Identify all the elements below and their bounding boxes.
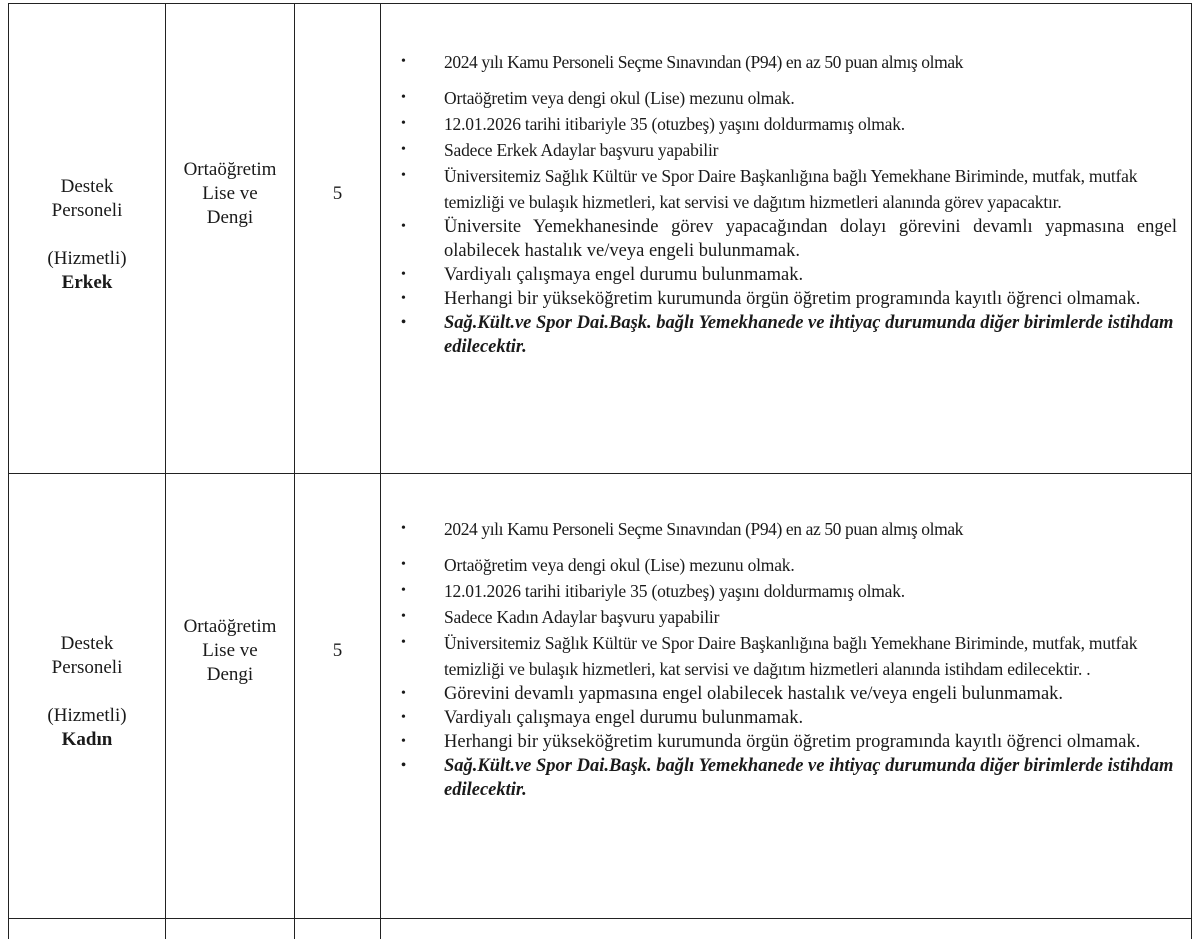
requirements-list <box>381 4 1191 359</box>
bullet-icon: • <box>401 267 406 282</box>
education-cell <box>166 474 295 919</box>
requirement-item: • 12.01.2026 tarihi itibariyle 35 (otuzbeş) yaşını doldurmamış olmak. <box>381 111 1191 137</box>
job-requirements-table <box>8 3 1192 939</box>
table-row-partial <box>9 919 1192 939</box>
requirement-item: • Ortaöğretim veya dengi okul (Lise) mezunu olmak. <box>381 552 1191 578</box>
requirement-item: • Ortaöğretim veya dengi okul (Lise) mezunu olmak. <box>381 85 1191 111</box>
requirement-item-emphasized: • Sağ.Kült.ve Spor Dai.Başk. bağlı Yemekhanede ve ihtiyaç durumunda diğer birimlerde istihdam edilecektir. <box>401 756 1174 800</box>
requirement-item: • 2024 yılı Kamu Personeli Seçme Sınavından (P94) en az 50 puan almış olmak <box>401 519 964 539</box>
table-row <box>9 4 1192 474</box>
position-cell <box>9 474 166 919</box>
empty-cell <box>295 919 381 939</box>
position-gender: Erkek <box>61 271 113 293</box>
position-cell <box>9 4 166 474</box>
position-count: 5 <box>332 640 343 661</box>
position-type: (Hizmetli) <box>47 705 127 726</box>
bullet-icon: • <box>401 521 406 536</box>
position-count: 5 <box>332 182 343 204</box>
requirement-item: • 12.01.2026 tarihi itibariyle 35 (otuzbeş) yaşını doldurmamış olmak. <box>381 578 1191 604</box>
education-line: Ortaöğretim <box>183 616 277 637</box>
bullet-icon: • <box>401 583 406 598</box>
requirement-item: • Sadece Kadın Adaylar başvuru yapabilir <box>381 604 1191 630</box>
position-title-line: Personeli <box>51 657 123 678</box>
education-line: Lise ve <box>202 182 258 204</box>
bullet-icon: • <box>401 90 406 105</box>
requirement-item: • Vardiyalı çalışmaya engel durumu bulunmamak. <box>401 708 804 728</box>
bullet-icon: • <box>401 168 406 183</box>
requirement-item-emphasized: • Sağ.Kült.ve Spor Dai.Başk. bağlı Yemekhanede ve ihtiyaç durumunda diğer birimlerde istihdam edilecektir. <box>401 313 1174 357</box>
position-type: (Hizmetli) <box>47 247 127 269</box>
empty-cell <box>381 919 1192 939</box>
requirements-cell <box>381 474 1192 919</box>
requirement-item: • Herhangi bir yükseköğretim kurumunda örgün öğretim programında kayıtlı öğrenci olmamak. <box>401 732 1141 752</box>
requirements-cell <box>381 4 1192 474</box>
empty-cell <box>166 919 295 939</box>
position-title-line: Destek <box>60 633 114 654</box>
education-line: Dengi <box>206 206 254 228</box>
education-line: Lise ve <box>202 640 258 661</box>
requirement-item: • Herhangi bir yükseköğretim kurumunda örgün öğretim programında kayıtlı öğrenci olmamak. <box>401 289 1141 309</box>
empty-cell <box>9 919 166 939</box>
bullet-icon: • <box>401 291 406 306</box>
count-cell <box>295 4 381 474</box>
requirement-item: • Sadece Erkek Adaylar başvuru yapabilir <box>381 137 1191 163</box>
position-title-line: Personeli <box>51 199 123 221</box>
requirement-item: • 2024 yılı Kamu Personeli Seçme Sınavından (P94) en az 50 puan almış olmak <box>401 52 964 72</box>
bullet-icon: • <box>401 142 406 157</box>
bullet-icon: • <box>401 557 406 572</box>
education-line: Dengi <box>206 664 254 685</box>
bullet-icon: • <box>401 54 406 69</box>
bullet-icon: • <box>401 710 406 725</box>
position-gender: Kadın <box>61 729 113 750</box>
bullet-icon: • <box>401 609 406 624</box>
count-cell <box>295 474 381 919</box>
requirement-item: • Vardiyalı çalışmaya engel durumu bulunmamak. <box>401 265 804 285</box>
bullet-icon: • <box>401 686 406 701</box>
bullet-icon: • <box>401 635 406 650</box>
bullet-icon: • <box>401 734 406 749</box>
requirement-item: • Üniversitemiz Sağlık Kültür ve Spor Daire Başkanlığına bağlı Yemekhane Biriminde, mutfak, mutfak temizliği ve bulaşık hizmetleri, kat servisi ve dağıtım hizmetleri alanında görev yapacaktır. <box>381 163 1191 215</box>
bullet-icon: • <box>401 116 406 131</box>
requirement-item: • Üniversite Yemekhanesinde görev yapacağından dolayı görevini devamlı yapmasına engel olabilecek hastalık ve/veya engeli bulunmamak. <box>401 217 1177 261</box>
requirement-item: • Üniversitemiz Sağlık Kültür ve Spor Daire Başkanlığına bağlı Yemekhane Biriminde, mutfak, mutfak temizliği ve bulaşık hizmetleri, kat servisi ve dağıtım hizmetleri alanında istihdam edilecektir. . <box>381 630 1191 682</box>
requirements-list <box>381 474 1191 802</box>
education-line: Ortaöğretim <box>183 158 277 180</box>
requirement-item: • Görevini devamlı yapmasına engel olabilecek hastalık ve/veya engeli bulunmamak. <box>401 684 1064 704</box>
education-cell <box>166 4 295 474</box>
bullet-icon: • <box>401 758 406 773</box>
bullet-icon: • <box>401 315 406 330</box>
table-row <box>9 474 1192 919</box>
bullet-icon: • <box>401 219 406 234</box>
position-title-line: Destek <box>60 175 114 197</box>
